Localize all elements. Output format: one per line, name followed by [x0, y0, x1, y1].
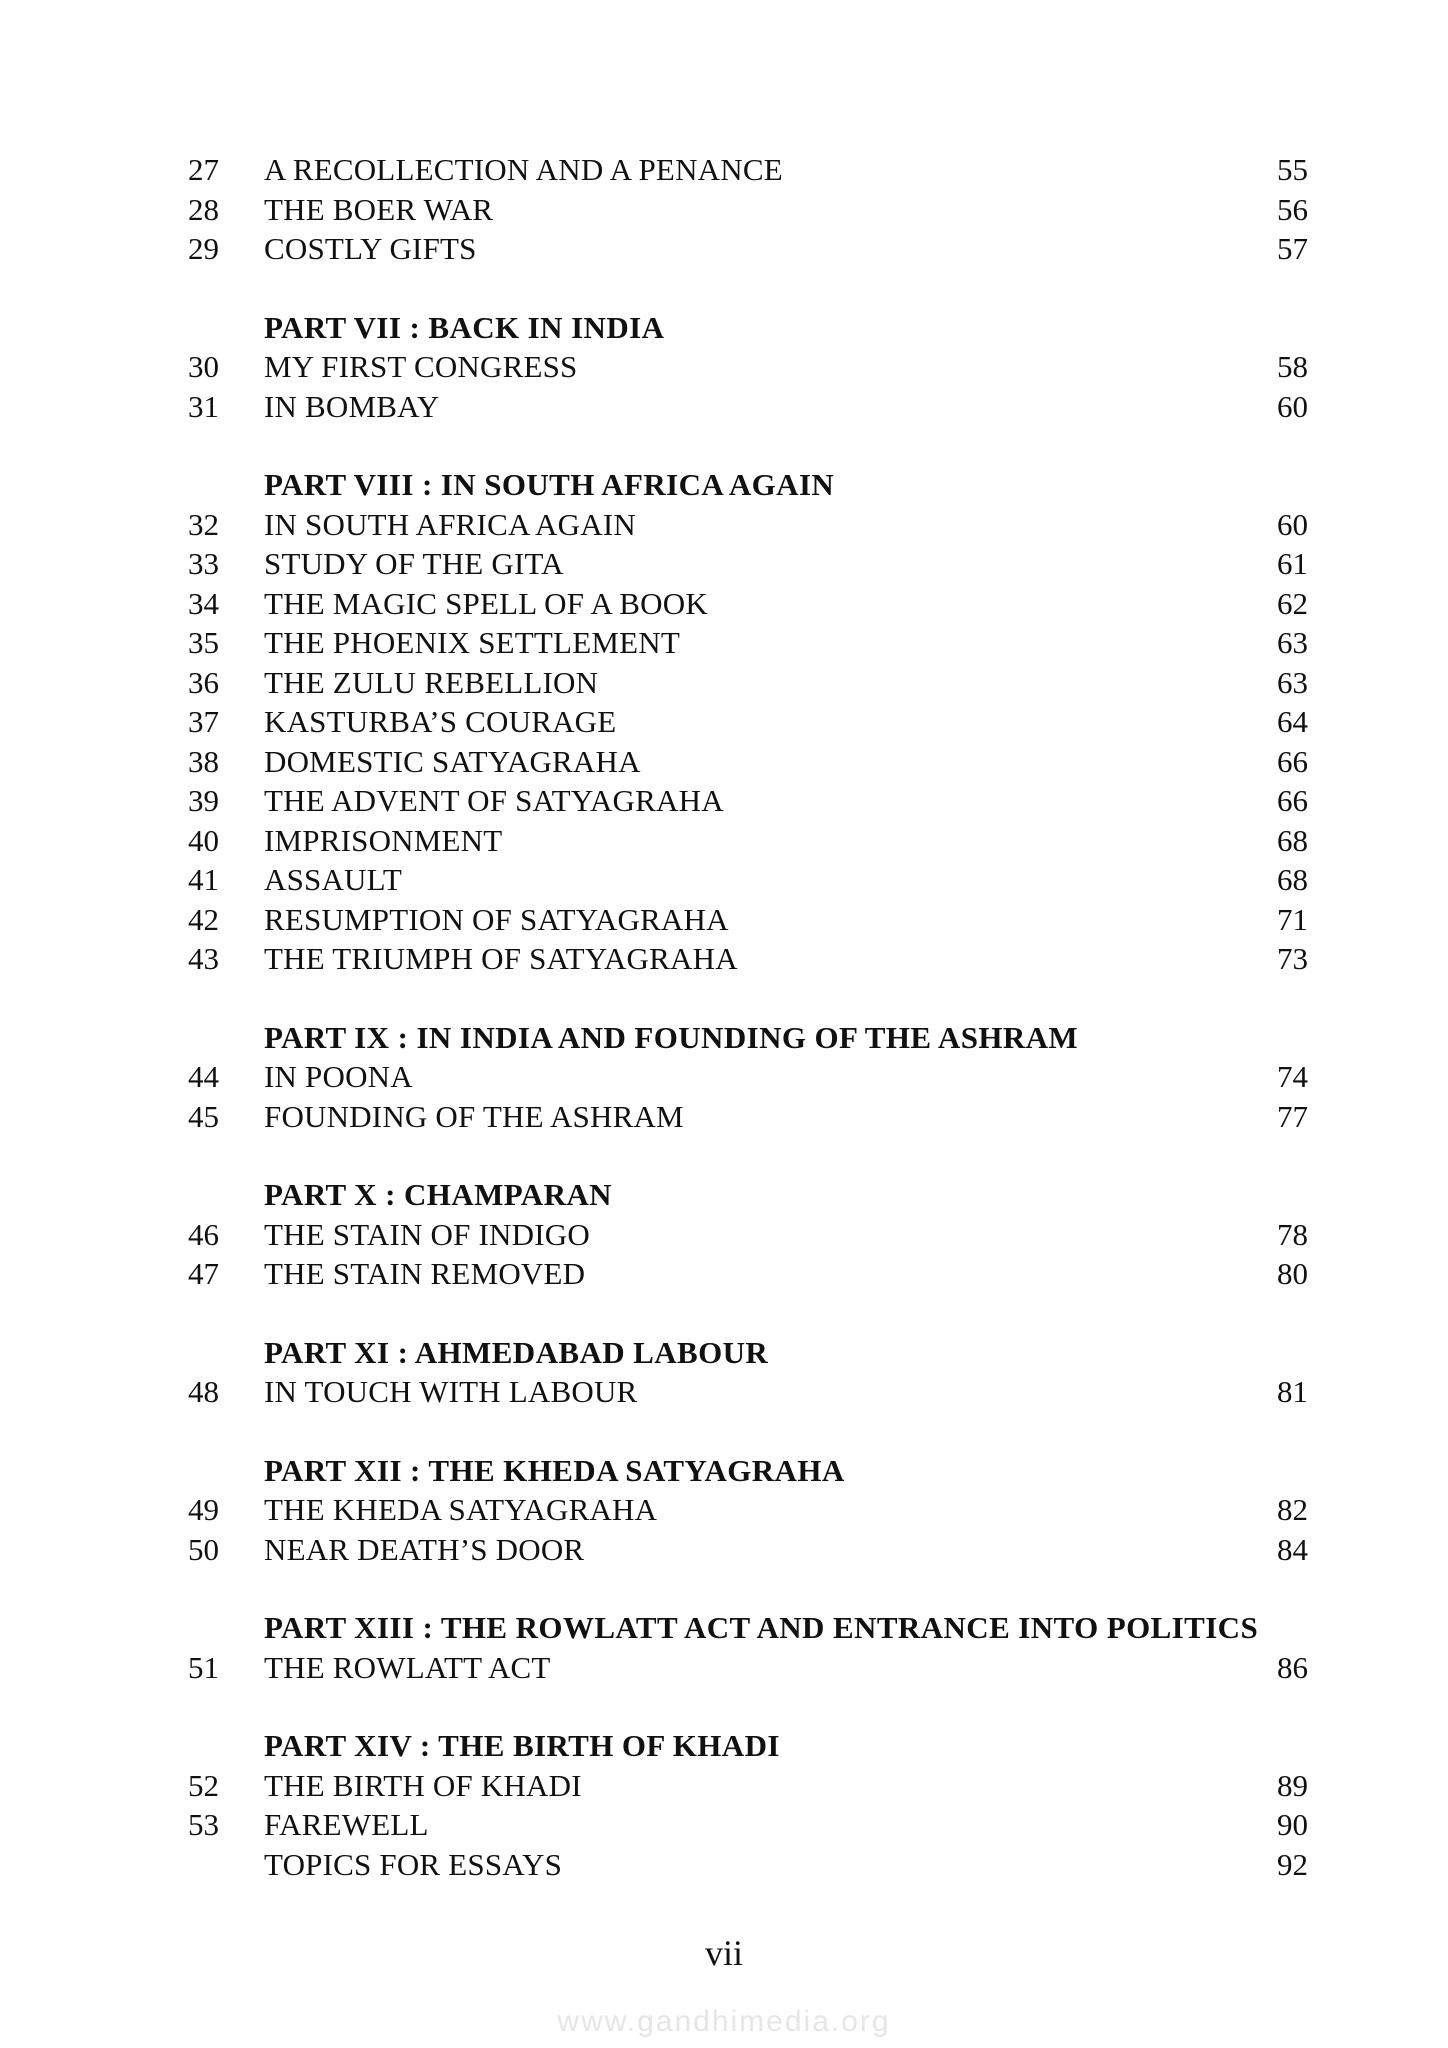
- toc-entry: [188, 860, 1308, 900]
- chapter-number: 41: [188, 862, 219, 897]
- chapter-number: 32: [188, 506, 219, 542]
- page-number: 68: [1277, 822, 1308, 858]
- chapter-number: 38: [188, 743, 219, 779]
- page-number: 60: [1277, 388, 1308, 424]
- chapter-number: 35: [188, 625, 219, 660]
- chapter-title: THE TRIUMPH OF SATYAGRAHA: [264, 941, 738, 976]
- page-number: 80: [1277, 1256, 1308, 1291]
- page-number: 64: [1277, 704, 1308, 739]
- chapter-title: THE ROWLATT ACT: [264, 1649, 551, 1685]
- page-number: 63: [1277, 625, 1308, 660]
- page-number: 81: [1277, 1374, 1308, 1409]
- chapter-number: 51: [188, 1649, 219, 1685]
- page-number: 61: [1277, 546, 1308, 581]
- chapter-number: 49: [188, 1492, 219, 1527]
- part-heading: PART XII : THE KHEDA SATYAGRAHA: [264, 1452, 845, 1488]
- chapter-title: IN BOMBAY: [264, 388, 440, 424]
- page-number: 92: [1277, 1846, 1308, 1882]
- chapter-title: COSTLY GIFTS: [264, 231, 477, 266]
- page-number: 77: [1277, 1098, 1308, 1134]
- chapter-title: THE STAIN OF INDIGO: [264, 1216, 590, 1252]
- toc-entry: [188, 190, 1308, 230]
- toc-entry: [188, 781, 1308, 821]
- page-number: 66: [1277, 743, 1308, 779]
- part-heading: PART VIII : IN SOUTH AFRICA AGAIN: [264, 467, 835, 502]
- part-heading: PART X : CHAMPARAN: [264, 1177, 612, 1212]
- chapter-title: RESUMPTION OF SATYAGRAHA: [264, 901, 729, 937]
- chapter-title: NEAR DEATH’S DOOR: [264, 1531, 585, 1567]
- page-number: 82: [1277, 1492, 1308, 1527]
- toc-entry: [188, 544, 1308, 584]
- toc-entry: [188, 1845, 1308, 1885]
- chapter-title: TOPICS FOR ESSAYS: [264, 1846, 563, 1882]
- chapter-title: THE STAIN REMOVED: [264, 1256, 586, 1291]
- chapter-title: KASTURBA’S COURAGE: [264, 704, 617, 739]
- chapter-title: THE KHEDA SATYAGRAHA: [264, 1492, 658, 1527]
- chapter-title: THE ZULU REBELLION: [264, 664, 599, 700]
- watermark: www.gandhimedia.org: [557, 2005, 891, 2038]
- part-heading: PART VII : BACK IN INDIA: [264, 309, 665, 345]
- page-number: 78: [1277, 1216, 1308, 1252]
- toc-entry: [188, 1372, 1308, 1412]
- toc-entry: [188, 623, 1308, 663]
- chapter-number: 46: [188, 1216, 219, 1252]
- toc-entry: [188, 387, 1308, 427]
- toc-entry: [188, 900, 1308, 940]
- toc-entry: [188, 1490, 1308, 1530]
- chapter-number: 52: [188, 1767, 219, 1803]
- toc-entry: [188, 584, 1308, 624]
- part-heading: PART XIII : THE ROWLATT ACT AND ENTRANCE INTO POLITICS: [264, 1610, 1259, 1645]
- chapter-number: 39: [188, 783, 219, 818]
- chapter-title: IMPRISONMENT: [264, 822, 503, 858]
- toc-entry: [188, 939, 1308, 979]
- chapter-title: IN SOUTH AFRICA AGAIN: [264, 506, 636, 542]
- chapter-number: 43: [188, 941, 219, 976]
- chapter-number: 42: [188, 901, 219, 937]
- toc-entry: [188, 347, 1308, 387]
- chapter-title: THE BIRTH OF KHADI: [264, 1767, 582, 1803]
- toc-entry: [188, 663, 1308, 703]
- chapter-title: FAREWELL: [264, 1807, 429, 1842]
- chapter-title: THE PHOENIX SETTLEMENT: [264, 625, 680, 660]
- page-number: 68: [1277, 862, 1308, 897]
- chapter-number: 44: [188, 1059, 219, 1094]
- toc-entry: [188, 1254, 1308, 1294]
- page-number: 89: [1277, 1767, 1308, 1803]
- page-number: 63: [1277, 664, 1308, 700]
- chapter-title: STUDY OF THE GITA: [264, 546, 564, 581]
- page-number: 57: [1277, 231, 1308, 266]
- toc-entry: [188, 150, 1308, 190]
- chapter-number: 47: [188, 1256, 219, 1291]
- part-heading: PART XI : AHMEDABAD LABOUR: [264, 1334, 769, 1370]
- chapter-number: 29: [188, 231, 219, 266]
- page-number: 66: [1277, 783, 1308, 818]
- chapter-number: 34: [188, 585, 219, 621]
- toc-entry: [188, 821, 1308, 861]
- chapter-title: IN POONA: [264, 1059, 413, 1094]
- toc-entry: [188, 1805, 1308, 1845]
- page-number: 60: [1277, 506, 1308, 542]
- chapter-number: 45: [188, 1098, 219, 1134]
- chapter-number: 31: [188, 388, 219, 424]
- chapter-title: THE BOER WAR: [264, 191, 494, 227]
- toc-entry: [188, 1097, 1308, 1137]
- toc-entry: [188, 742, 1308, 782]
- page-number: 56: [1277, 191, 1308, 227]
- chapter-number: 36: [188, 664, 219, 700]
- folio-page-number: vii: [704, 1933, 743, 1973]
- page-number: 74: [1277, 1059, 1308, 1094]
- chapter-title: DOMESTIC SATYAGRAHA: [264, 743, 641, 779]
- chapter-number: 50: [188, 1531, 219, 1567]
- page-number: 84: [1277, 1531, 1308, 1567]
- chapter-title: A RECOLLECTION AND A PENANCE: [264, 152, 783, 187]
- chapter-title: IN TOUCH WITH LABOUR: [264, 1374, 638, 1409]
- toc-entry: [188, 229, 1308, 269]
- page-number: 58: [1277, 349, 1308, 384]
- toc-entry: [188, 1215, 1308, 1255]
- page-number: 73: [1277, 941, 1308, 976]
- toc-entry: [188, 702, 1308, 742]
- chapter-number: 37: [188, 704, 219, 739]
- page-number: 62: [1277, 585, 1308, 621]
- part-heading: PART IX : IN INDIA AND FOUNDING OF THE ASHRAM: [264, 1019, 1079, 1055]
- toc-entry: [188, 1766, 1308, 1806]
- chapter-number: 53: [188, 1807, 219, 1842]
- chapter-number: 40: [188, 822, 219, 858]
- table-of-contents: [188, 150, 1308, 1884]
- page-number: 71: [1277, 901, 1308, 937]
- toc-entry: [188, 1648, 1308, 1688]
- chapter-number: 30: [188, 349, 219, 384]
- chapter-title: ASSAULT: [264, 862, 403, 897]
- toc-entry: [188, 1530, 1308, 1570]
- page-number: 86: [1277, 1649, 1308, 1685]
- chapter-number: 33: [188, 546, 219, 581]
- toc-entry: [188, 1057, 1308, 1097]
- page-number: 55: [1277, 152, 1308, 187]
- chapter-title: FOUNDING OF THE ASHRAM: [264, 1098, 684, 1134]
- chapter-number: 48: [188, 1374, 219, 1409]
- page-number: 90: [1277, 1807, 1308, 1842]
- part-heading: PART XIV : THE BIRTH OF KHADI: [264, 1728, 780, 1763]
- chapter-number: 28: [188, 191, 219, 227]
- chapter-title: THE MAGIC SPELL OF A BOOK: [264, 585, 708, 621]
- chapter-title: MY FIRST CONGRESS: [264, 349, 578, 384]
- chapter-title: THE ADVENT OF SATYAGRAHA: [264, 783, 724, 818]
- toc-entry: [188, 505, 1308, 545]
- chapter-number: 27: [188, 152, 219, 187]
